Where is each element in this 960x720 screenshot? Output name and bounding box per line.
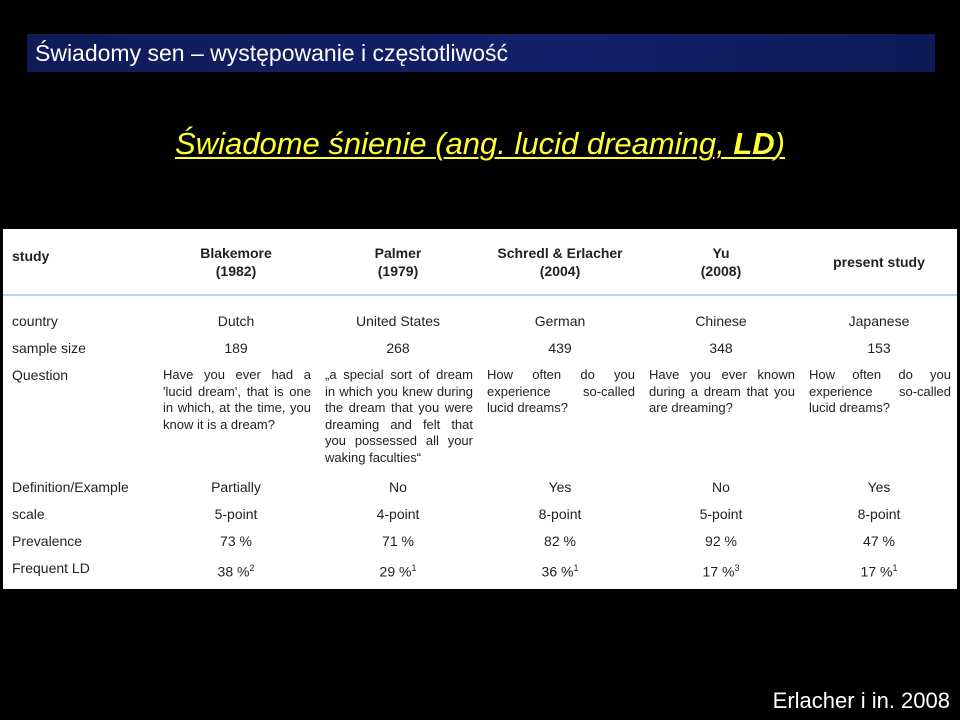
slide-subtitle (0, 126, 960, 162)
table-cell: 17 %$^3$ (702, 563, 740, 580)
table-cell: Japanese (848, 313, 910, 329)
table-cell: 189 (224, 340, 248, 356)
subtitle-prefix: Świadome śnienie (ang. lucid dreaming, (175, 126, 734, 161)
table-cell: Chinese (695, 313, 747, 329)
footnote-marker: 1 (411, 563, 417, 573)
table-cell: Yes (867, 479, 891, 495)
table-cell: 71 % (382, 533, 414, 549)
table-cell: Yes (548, 479, 572, 495)
table-cell: 29 %$^1$ (379, 563, 417, 580)
slide-title: Świadomy sen – występowanie i częstotliwość (35, 40, 508, 66)
header-blakemore: Blakemore (1982) (155, 229, 317, 295)
table-cell: Have you ever had a 'lucid dream', that is one in which, at the time, you know it is a dream? (163, 367, 311, 432)
footnote-marker: 3 (734, 563, 740, 573)
table-cell: 38 %$^2$ (217, 563, 255, 580)
header-study: study (3, 229, 155, 295)
footnote-marker: 1 (573, 563, 579, 573)
table-cell: German (534, 313, 586, 329)
row-label: Frequent LD (12, 560, 90, 576)
header-yu: Yu (2008) (641, 229, 801, 295)
table-row-question (3, 362, 957, 474)
row-label: Question (12, 367, 69, 383)
table-cell: How often do you experience so-called lucid dreams? (487, 367, 635, 415)
subtitle-ld: LD (733, 126, 775, 161)
row-label: scale (12, 506, 45, 522)
table-cell: 4-point (376, 506, 420, 522)
subtitle-suffix: ) (774, 126, 785, 161)
table-cell: Have you ever known during a dream that you are dreaming? (649, 367, 795, 415)
table-header-row (3, 229, 957, 295)
table-cell: No (712, 479, 730, 495)
table-cell: 8-point (857, 506, 901, 522)
table-spacer (3, 295, 957, 308)
table-cell: 8-point (538, 506, 582, 522)
footnote-marker: 2 (249, 563, 255, 573)
table-cell: Partially (211, 479, 261, 495)
table-cell: How often do you experience so-called lucid dreams? (809, 367, 951, 415)
table-cell: 439 (548, 340, 572, 356)
slide-header-bar (27, 34, 935, 72)
table-row-definition (3, 474, 957, 501)
footnote-marker: 1 (892, 563, 898, 573)
table-cell: No (389, 479, 407, 495)
table-row-country (3, 308, 957, 335)
source-credit: Erlacher i in. 2008 (772, 688, 950, 713)
comparison-table (3, 229, 957, 586)
row-label: Prevalence (12, 533, 83, 549)
subtitle-text (175, 126, 785, 161)
table-cell: 268 (386, 340, 410, 356)
row-label: country (12, 313, 58, 329)
comparison-table-panel (3, 229, 957, 589)
header-schredl-erlacher: Schredl & Erlacher (2004) (479, 229, 641, 295)
table-cell: Dutch (217, 313, 255, 329)
table-cell: 73 % (220, 533, 252, 549)
header-palmer: Palmer (1979) (317, 229, 479, 295)
table-cell: 36 %$^1$ (541, 563, 579, 580)
table-row-frequent-ld (3, 555, 957, 586)
row-label: sample size (12, 340, 86, 356)
table-cell: 5-point (214, 506, 258, 522)
table-cell: 348 (709, 340, 733, 356)
header-present-study: present study (801, 229, 957, 295)
table-row-scale (3, 501, 957, 528)
table-row-prevalence (3, 528, 957, 555)
table-row-sample-size (3, 335, 957, 362)
table-cell: 153 (867, 340, 891, 356)
table-cell: 82 % (544, 533, 576, 549)
table-cell: United States (355, 313, 441, 329)
row-label: Definition/Example (12, 479, 129, 495)
table-cell: 17 %$^1$ (860, 563, 898, 580)
table-cell: 5-point (699, 506, 743, 522)
table-cell: „a special sort of dream in which you knew during the dream that you were dreaming and felt that you possessed all your waking faculties“ (325, 367, 473, 465)
table-cell: 92 % (705, 533, 737, 549)
table-cell: 47 % (863, 533, 895, 549)
